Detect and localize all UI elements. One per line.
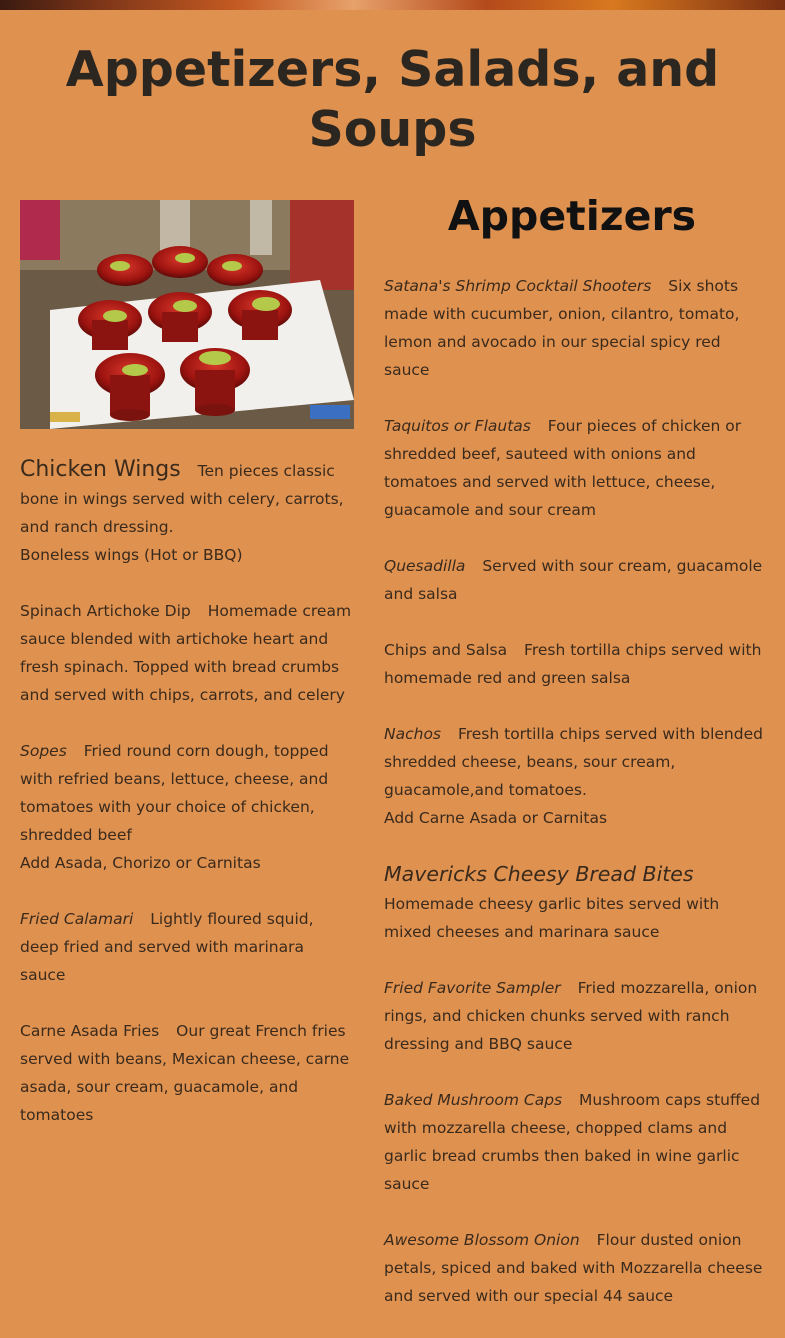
- shrimp-cocktail-photo: [20, 200, 354, 429]
- item-name: Chips and Salsa: [384, 641, 508, 659]
- menu-item-nachos: [384, 720, 764, 832]
- menu-item-chips-and-salsa: [384, 636, 764, 692]
- item-name: Nachos: [384, 725, 441, 743]
- page-title-line-1: Appetizers, Salads, and: [65, 41, 720, 98]
- item-name: Chicken Wings: [20, 457, 181, 482]
- menu-item-chicken-wings: [20, 456, 354, 569]
- menu-item-awesome-blossom-onion: [384, 1226, 764, 1310]
- item-description: Six shots made with cucumber, onion, cilantro, tomato, lemon and avocado in our special spicy red sauce: [384, 277, 740, 379]
- item-name: Baked Mushroom Caps: [384, 1091, 563, 1109]
- item-extra: Add Carne Asada or Carnitas: [384, 809, 608, 827]
- item-description: Homemade cream sauce blended with artichoke heart and fresh spinach. Topped with bread crumbs and served with chips, carrots, and celery: [20, 602, 352, 704]
- page-title: [0, 40, 785, 160]
- item-name: Spinach Artichoke Dip: [20, 602, 191, 620]
- appetizers-heading: Appetizers: [447, 192, 697, 240]
- page-title-line-2: Soups: [308, 101, 477, 158]
- item-name: Awesome Blossom Onion: [384, 1231, 580, 1249]
- item-name: Fried Calamari: [20, 910, 134, 928]
- menu-item-carne-asada-fries: [20, 1017, 354, 1129]
- item-extra: Boneless wings (Hot or BBQ): [20, 546, 243, 564]
- item-description: Fried mozzarella, onion rings, and chicken chunks served with ranch dressing and BBQ sauce: [384, 979, 758, 1053]
- menu-item-mavericks-cheesy-bread-bites: [384, 860, 764, 946]
- item-name: Satana's Shrimp Cocktail Shooters: [384, 277, 652, 295]
- item-description: Four pieces of chicken or shredded beef, sauteed with onions and tomatoes and served with lettuce, cheese, guacamole and sour cream: [384, 417, 742, 519]
- menu-item-baked-mushroom-caps: [384, 1086, 764, 1198]
- menu-item-sopes: [20, 737, 354, 877]
- item-name: Quesadilla: [384, 557, 466, 575]
- item-description: Our great French fries served with beans, Mexican cheese, carne asada, sour cream, guacamole, and tomatoes: [20, 1022, 350, 1124]
- item-name: Taquitos or Flautas: [384, 417, 531, 435]
- item-name: Carne Asada Fries: [20, 1022, 160, 1040]
- menu-item-quesadilla: [384, 552, 764, 608]
- item-description: Flour dusted onion petals, spiced and baked with Mozzarella cheese and served with our special 44 sauce: [384, 1231, 763, 1305]
- item-description: Homemade cheesy garlic bites served with mixed cheeses and marinara sauce: [384, 895, 720, 941]
- item-description: Fresh tortilla chips served with homemade red and green salsa: [384, 641, 762, 687]
- item-description: Served with sour cream, guacamole and salsa: [384, 557, 763, 603]
- item-extra: Add Asada, Chorizo or Carnitas: [20, 854, 261, 872]
- menu-item-fried-calamari: [20, 905, 354, 989]
- menu-item-spinach-artichoke-dip: [20, 597, 354, 709]
- item-description: Fresh tortilla chips served with blended shredded cheese, beans, sour cream, guacamole,and tomatoes.: [384, 725, 763, 799]
- menu-item-taquitos-or-flautas: [384, 412, 764, 524]
- item-description: Ten pieces classic bone in wings served with celery, carrots, and ranch dressing.: [20, 462, 344, 536]
- right-column: [384, 190, 764, 1338]
- header-food-photo: [0, 0, 785, 10]
- item-name: Fried Favorite Sampler: [384, 979, 561, 997]
- item-description: Lightly floured squid, deep fried and served with marinara sauce: [20, 910, 314, 984]
- item-description: Fried round corn dough, topped with refried beans, lettuce, cheese, and tomatoes with your choice of chicken, shredded beef: [20, 742, 329, 844]
- item-description: Mushroom caps stuffed with mozzarella cheese, chopped clams and garlic bread crumbs then baked in wine garlic sauce: [384, 1091, 761, 1193]
- menu-item-fried-favorite-sampler: [384, 974, 764, 1058]
- left-column: [20, 456, 354, 1157]
- item-name: Mavericks Cheesy Bread Bites: [384, 862, 694, 886]
- menu-item-shrimp-cocktail-shooters: [384, 272, 764, 384]
- item-name: Sopes: [20, 742, 67, 760]
